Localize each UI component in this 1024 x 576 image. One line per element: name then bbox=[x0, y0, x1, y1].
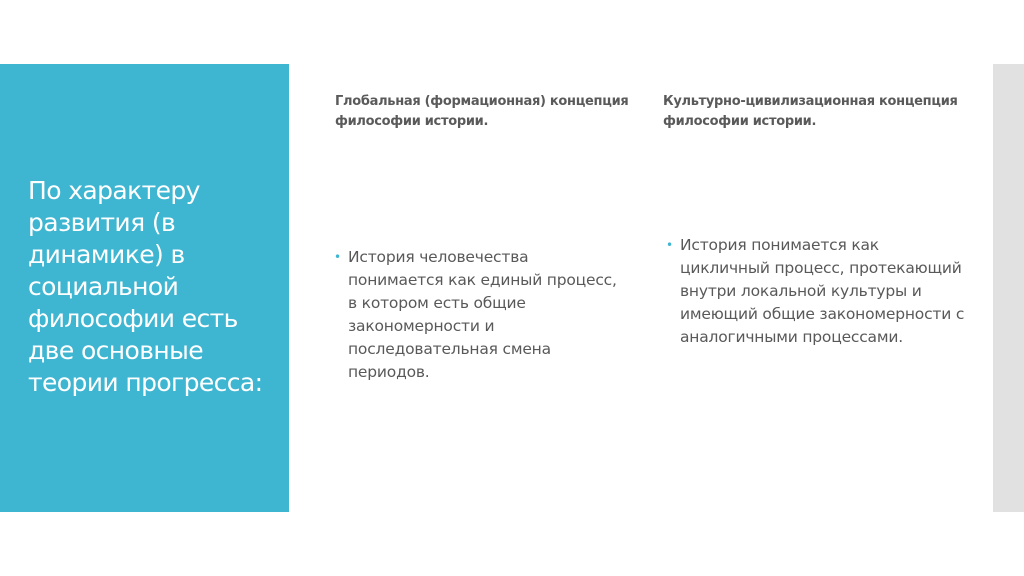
bullet-icon: • bbox=[666, 238, 673, 252]
column-1-bullet bbox=[334, 246, 623, 384]
column-1-bullet-text: История человечества понимается как единый процесс, в котором есть общие закономерности и последовательная смена периодов. bbox=[348, 248, 617, 381]
column-2-heading: Культурно-цивилизационная концепция философии истории. bbox=[663, 94, 958, 129]
column-1-heading: Глобальная (формационная) концепция философии истории. bbox=[335, 94, 629, 129]
slide-title: По характеру развития (в динамике) в социальной философии есть две основные теории прогресса: bbox=[28, 176, 263, 397]
column-2-bullet bbox=[666, 234, 970, 349]
right-accent-strip bbox=[993, 64, 1024, 512]
bullet-icon: • bbox=[334, 250, 341, 264]
column-2-bullet-text: История понимается как цикличный процесс, протекающий внутри локальной культуры и имеющий общие закономерности с аналогичными процессами. bbox=[680, 236, 965, 346]
